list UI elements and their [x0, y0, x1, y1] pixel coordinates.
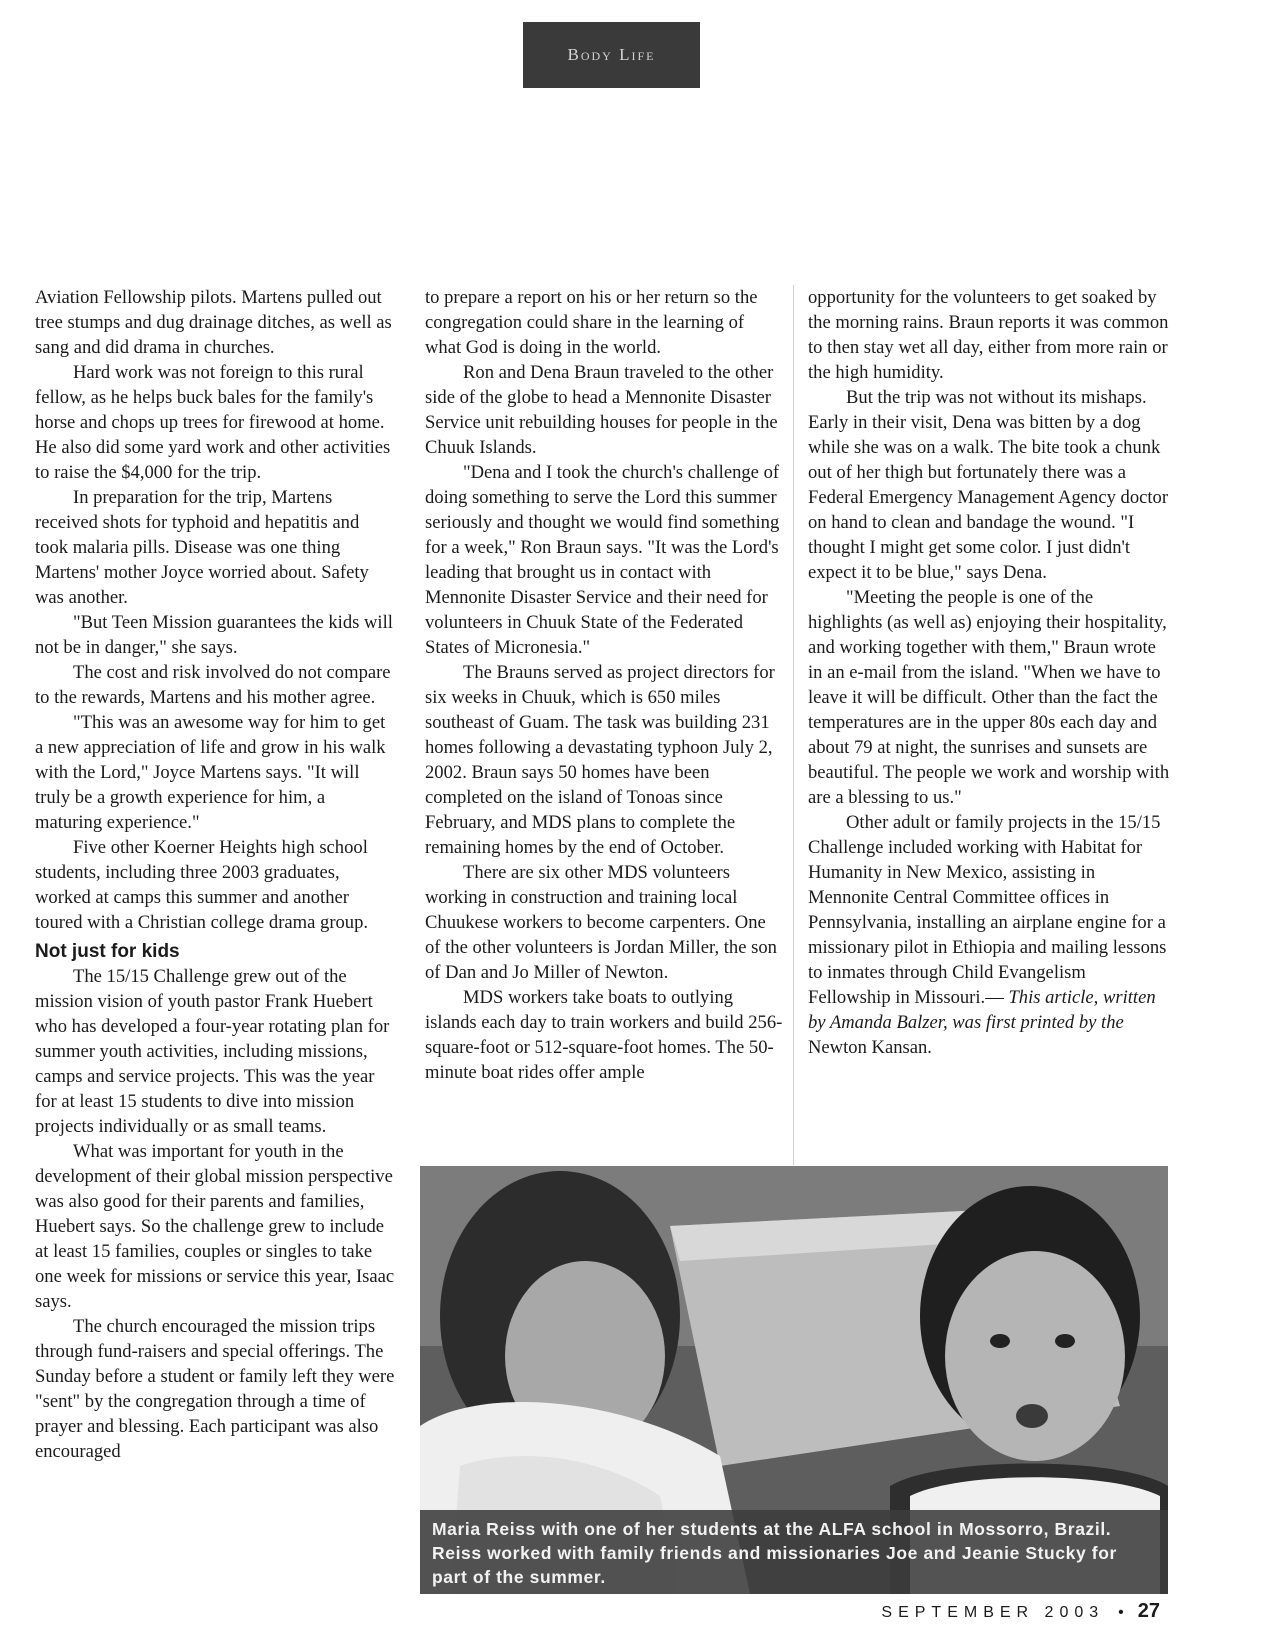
section-title: Body Life	[567, 45, 656, 64]
article-column-1	[35, 285, 395, 1464]
paragraph: In preparation for the trip, Martens received shots for typhoid and hepatitis and took malaria pills. Disease was one thing Martens' mother Joyce worried about. Safety was another.	[35, 487, 369, 608]
paragraph: "This was an awesome way for him to get a new appreciation of life and grow in his walk with the Lord," Joyce Martens says. "It will truly be a growth experience for him, a maturing experience."	[35, 712, 386, 833]
column-divider	[793, 285, 794, 1165]
issue-date: SEPTEMBER 2003	[881, 1604, 1105, 1621]
paragraph: The Brauns served as project directors for six weeks in Chuuk, which is 650 miles southeast of Guam. The task was building 231 homes following a devastating typhoon July 2, 2002. Braun says 50 homes have been completed on the island of Tonoas since February, and MDS plans to complete the remaining homes by the end of October.	[425, 662, 775, 858]
paragraph: The cost and risk involved do not compare to the rewards, Martens and his mother agree.	[35, 662, 391, 708]
paragraph: opportunity for the volunteers to get soaked by the morning rains. Braun reports it was common to then stay wet all day, either from more rain or the high humidity.	[808, 287, 1169, 383]
paragraph: Hard work was not foreign to this rural fellow, as he helps buck bales for the family's horse and chops up trees for firewood at home. He also did some yard work and other activities to raise the $4,000 for the trip.	[35, 362, 391, 483]
paragraph: MDS workers take boats to outlying islands each day to train workers and build 256-square-foot or 512-square-foot homes. The 50-minute boat rides offer ample	[425, 987, 783, 1083]
paragraph: "But Teen Mission guarantees the kids will not be in danger," she says.	[35, 612, 393, 658]
newspaper-name: Newton Kansan.	[808, 1037, 932, 1058]
paragraph-with-credit	[808, 810, 1170, 1060]
paragraph: What was important for youth in the development of their global mission perspective was also good for their parents and families, Huebert says. So the challenge grew to include at least 15 families, couples or singles to take one week for missions or service this year, Isaac says.	[35, 1141, 395, 1312]
paragraph: The 15/15 Challenge grew out of the mission vision of youth pastor Frank Huebert who has developed a four-year rotating plan for summer youth activities, including missions, camps and service projects. This was the year for at least 15 students to dive into mission projects individually or as small teams.	[35, 966, 390, 1137]
credit-dash: —	[985, 987, 1009, 1008]
photo-caption: Maria Reiss with one of her students at the ALFA school in Mossorro, Brazil. Reiss worked with family friends and missionaries Joe and Jeanie Stucky for part of the summer.	[420, 1510, 1168, 1594]
subheading: Not just for kids	[35, 941, 180, 962]
paragraph: Five other Koerner Heights high school students, including three 2003 graduates, worked at camps this summer and another toured with a Christian college drama group.	[35, 837, 369, 933]
footer-bullet: •	[1118, 1604, 1124, 1621]
paragraph: The church encouraged the mission trips through fund-raisers and special offerings. The Sunday before a student or family left they were "sent" by the congregation through a time of prayer and blessing. Each participant was also encouraged	[35, 1316, 395, 1462]
paragraph: to prepare a report on his or her return so the congregation could share in the learning of what God is doing in the world.	[425, 287, 758, 358]
page-number: 27	[1137, 1600, 1160, 1622]
paragraph: "Dena and I took the church's challenge of doing something to serve the Lord this summer seriously and thought we would find something for a week," Ron Braun says. "It was the Lord's leading that brought us in contact with Mennonite Disaster Service and their need for volunteers in Chuuk State of the Federated States of Micronesia."	[425, 462, 780, 658]
photo	[420, 1166, 1168, 1594]
paragraph: Aviation Fellowship pilots. Martens pulled out tree stumps and dug drainage ditches, as well as sang and did drama in churches.	[35, 287, 392, 358]
article-credit: This article, written by Amanda Balzer, was first printed by the	[808, 987, 1156, 1033]
paragraph: But the trip was not without its mishaps. Early in their visit, Dena was bitten by a dog while she was on a walk. The bite took a chunk out of her thigh but fortunately there was a Federal Emergency Management Agency doctor on hand to clean and bandage the wound. "I thought I might get some color. I just didn't expect it to be blue," says Dena.	[808, 387, 1169, 583]
section-header-tab	[523, 22, 700, 88]
paragraph: There are six other MDS volunteers working in construction and training local Chuukese workers to become carpenters. One of the other volunteers is Jordan Miller, the son of Dan and Jo Miller of Newton.	[425, 862, 777, 983]
paragraph: Ron and Dena Braun traveled to the other side of the globe to head a Mennonite Disaster Service unit rebuilding houses for people in the Chuuk Islands.	[425, 362, 778, 458]
page-footer	[881, 1600, 1160, 1623]
paragraph: "Meeting the people is one of the highlights (as well as) enjoying their hospitality, and working together with them," Braun wrote in an e-mail from the island. "When we have to leave it will be difficult. Other than the fact the temperatures are in the upper 80s each day and about 79 at night, the sunrises and sunsets are beautiful. The people we work and worship with are a blessing to us."	[808, 587, 1170, 808]
article-column-3	[808, 285, 1170, 1060]
paragraph-text: Other adult or family projects in the 15/15 Challenge included working with Habitat for Humanity in New Mexico, assisting in Mennonite Central Committee offices in Pennsylvania, installing an airplane engine for a missionary pilot in Ethiopia and mailing lessons to inmates through Child Evangelism Fellowship in Missouri.	[808, 812, 1167, 1008]
article-column-2	[425, 285, 783, 1085]
